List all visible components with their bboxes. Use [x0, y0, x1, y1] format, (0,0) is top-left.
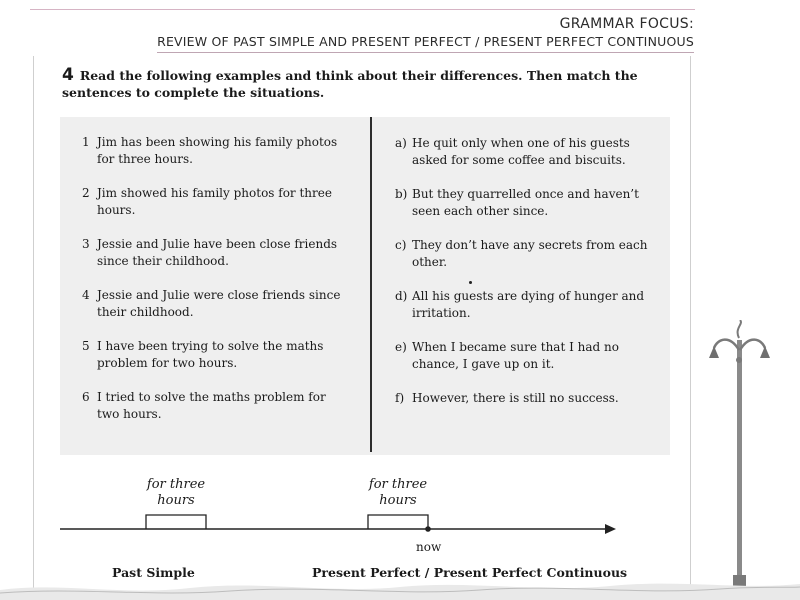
item-line: for three hours.: [97, 152, 193, 166]
item-line: They don’t have any secrets from each: [412, 238, 648, 252]
item-letter: f): [395, 391, 405, 405]
item-line: irritation.: [412, 306, 471, 320]
item-line: When I became sure that I had no: [412, 340, 619, 354]
item-line: chance, I gave up on it.: [412, 357, 555, 371]
item-line: seen each other since.: [412, 204, 549, 218]
item-line: All his guests are dying of hunger and: [412, 289, 645, 303]
item-number: 4: [82, 288, 90, 302]
item-line: two hours.: [97, 407, 162, 421]
item-line: problem for two hours.: [97, 356, 238, 370]
instruction-line-2: sentences to complete the situations.: [62, 85, 325, 100]
item-line: I tried to solve the maths problem for: [97, 390, 326, 404]
item-line: other.: [412, 255, 448, 269]
item-line: However, there is still no success.: [412, 391, 619, 405]
item-number: 5: [82, 339, 90, 353]
item-line: He quit only when one of his guests: [412, 136, 630, 150]
item-letter: e): [395, 340, 407, 354]
item-line: asked for some coffee and biscuits.: [412, 153, 626, 167]
bracket-label-line: hours: [379, 493, 417, 508]
item-line: Jim has been showing his family photos: [97, 135, 338, 149]
left-bracket: [146, 515, 206, 529]
item-line: since their childhood.: [97, 254, 229, 268]
past-simple-label: Past Simple: [112, 565, 195, 580]
item-number: 2: [82, 186, 90, 200]
item-letter: a): [395, 136, 407, 150]
item-line: I have been trying to solve the maths: [97, 339, 324, 353]
present-perfect-label: Present Perfect / Present Perfect Continuous: [312, 565, 628, 580]
item-line: Jessie and Julie were close friends since: [97, 288, 341, 302]
left-bracket-label: [140, 477, 212, 509]
bracket-label-line: for three: [146, 477, 206, 492]
item-line: Jim showed his family photos for three: [97, 186, 332, 200]
now-label: now: [416, 540, 442, 554]
bracket-label-line: hours: [157, 493, 195, 508]
bracket-label-line: for three: [368, 477, 428, 492]
item-number: 1: [82, 135, 90, 149]
item-line: Jessie and Julie have been close friends: [97, 237, 338, 251]
item-number: 3: [82, 237, 90, 251]
header-subtitle: REVIEW OF PAST SIMPLE AND PRESENT PERFECT / PRESENT PERFECT CONTINUOUS: [157, 33, 694, 53]
item-line: But they quarrelled once and haven’t: [412, 187, 639, 201]
right-bracket-label: [362, 477, 434, 509]
item-letter: d): [395, 289, 408, 303]
street-lamp-icon: [700, 320, 780, 600]
paper-edge-decoration: [0, 560, 800, 600]
right-bracket: [368, 515, 428, 529]
task-number: 4: [62, 65, 74, 85]
timeline-arrowhead: [605, 524, 616, 534]
now-point: [425, 526, 431, 532]
instruction-line-1: Read the following examples and think about their differences. Then match the: [79, 68, 638, 83]
item-line: their childhood.: [97, 305, 194, 319]
item-number: 6: [82, 390, 90, 404]
item-line: hours.: [97, 203, 136, 217]
header-title: GRAMMAR FOCUS:: [559, 16, 694, 32]
item-letter: c): [395, 238, 407, 252]
item-letter: b): [395, 187, 408, 201]
